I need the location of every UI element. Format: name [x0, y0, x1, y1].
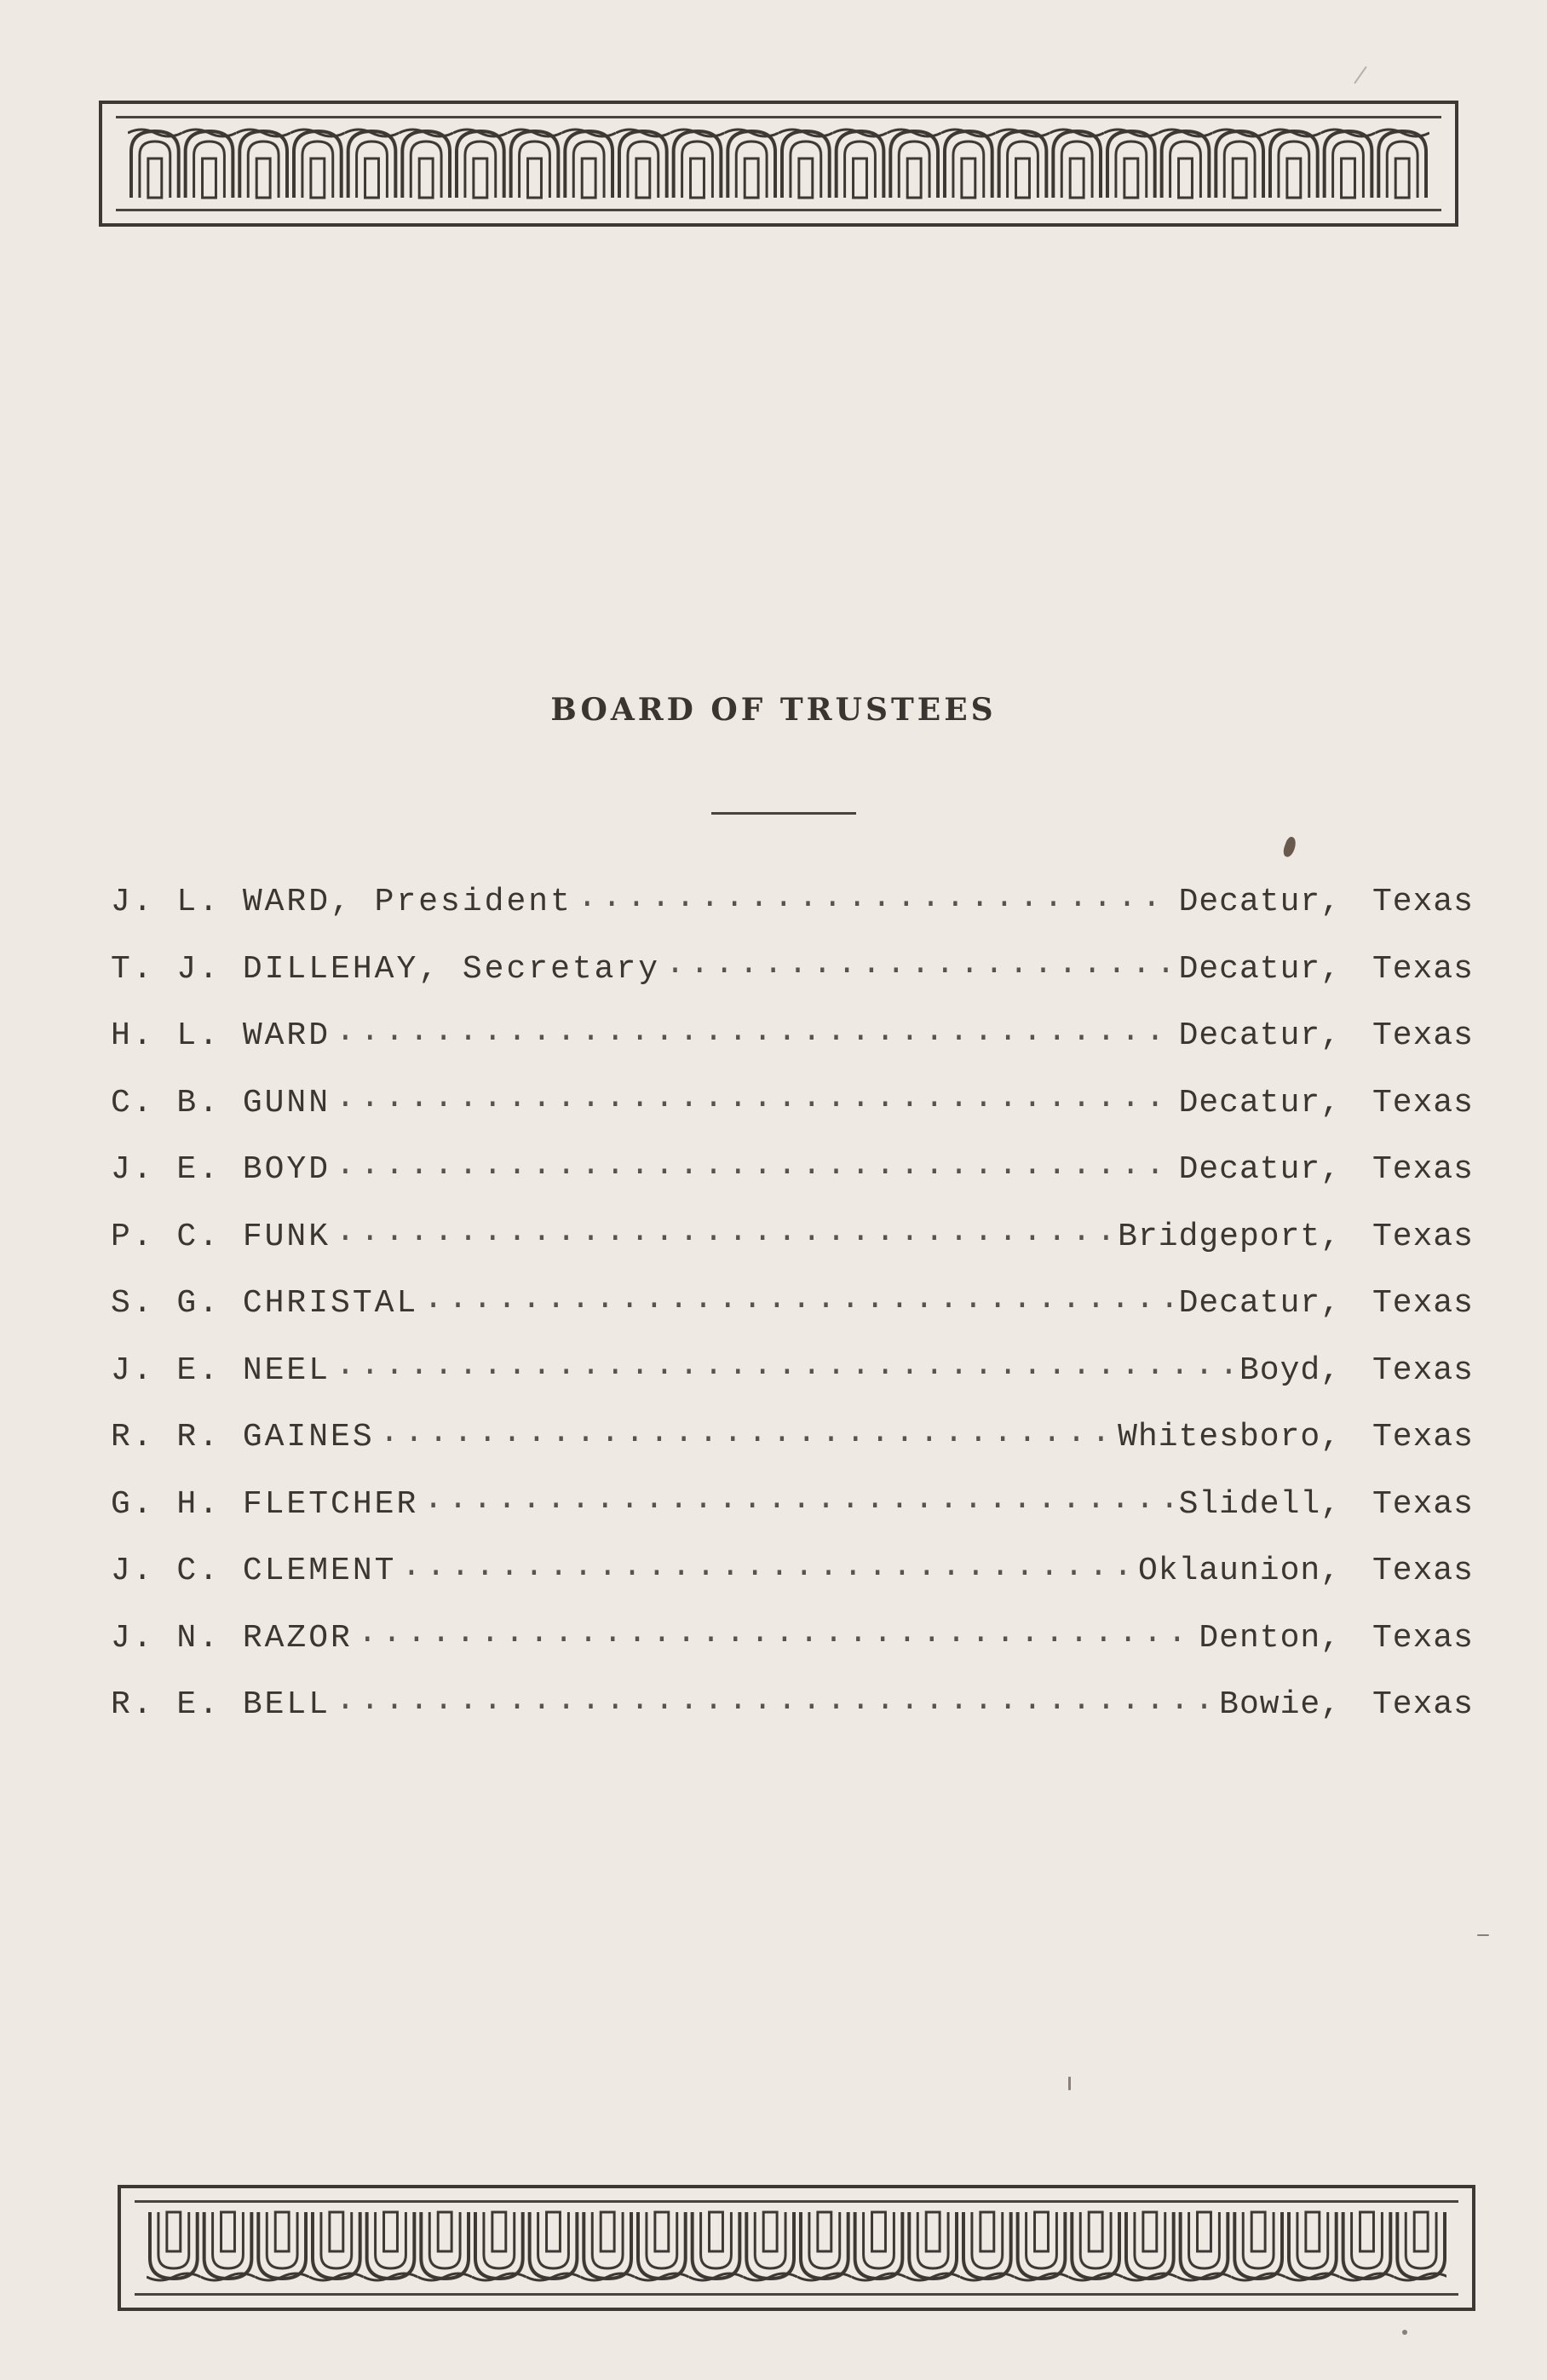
dot-leader [423, 1480, 1173, 1513]
trustee-city: Boyd, [1239, 1351, 1341, 1389]
trustee-city: Bowie, [1219, 1686, 1341, 1723]
trustee-row [111, 1614, 1474, 1681]
trustee-row [111, 945, 1474, 1012]
trustee-name: C. B. GUNN [111, 1084, 331, 1121]
dot-leader [336, 1011, 1174, 1044]
trustee-name: S. G. CHRISTAL [111, 1285, 419, 1322]
trustee-state: Texas [1372, 1619, 1474, 1657]
trustee-state: Texas [1372, 1419, 1474, 1455]
paper-speck [1068, 2077, 1071, 2090]
trustee-row [111, 1279, 1474, 1346]
trustee-city: Decatur, [1178, 1084, 1341, 1121]
top-border-inner-line [116, 116, 1441, 118]
trustee-row [111, 1011, 1474, 1079]
trustee-name: R. R. GAINES [111, 1419, 375, 1455]
dot-leader [665, 945, 1173, 977]
bottom-border-inner-line [135, 2293, 1458, 2296]
trustee-name: H. L. WARD [111, 1017, 331, 1054]
trustee-state: Texas [1372, 1017, 1474, 1054]
dot-leader [358, 1614, 1194, 1646]
trustee-row [111, 878, 1474, 945]
trustee-name: J. L. WARD, President [111, 884, 572, 920]
trustee-name: J. E. NEEL [111, 1351, 331, 1389]
page-title: BOARD OF TRUSTEES [550, 692, 997, 728]
trustee-name: R. E. BELL [111, 1686, 331, 1723]
trustee-name: J. E. BOYD [111, 1151, 331, 1188]
dot-leader [401, 1547, 1133, 1579]
paper-speck [1402, 2330, 1407, 2335]
trustee-state: Texas [1372, 884, 1474, 920]
trustee-name: G. H. FLETCHER [111, 1485, 419, 1523]
trustee-state: Texas [1372, 1218, 1474, 1255]
trustee-state: Texas [1372, 1485, 1474, 1523]
trustee-row [111, 1213, 1474, 1280]
dot-leader [336, 1079, 1174, 1111]
bottom-border-inner-line [135, 2200, 1458, 2203]
top-border-inner-line [116, 209, 1441, 211]
trustee-city: Oklaunion, [1137, 1553, 1341, 1589]
trustee-city: Bridgeport, [1118, 1218, 1341, 1255]
trustee-city: Denton, [1199, 1619, 1341, 1657]
trustee-row [111, 1413, 1474, 1480]
trustee-list [111, 878, 1474, 1748]
paper-speck [1477, 1934, 1489, 1936]
trustee-row [111, 1079, 1474, 1146]
dot-leader [336, 1346, 1234, 1379]
trustee-state: Texas [1372, 1285, 1474, 1322]
title-divider [711, 812, 856, 815]
trustee-row [111, 1480, 1474, 1547]
trustee-city: Decatur, [1178, 1285, 1341, 1322]
trustee-name: J. C. CLEMENT [111, 1553, 397, 1589]
trustee-state: Texas [1372, 950, 1474, 988]
trustee-city: Slidell, [1178, 1485, 1341, 1523]
trustee-city: Decatur, [1178, 1151, 1341, 1188]
trustee-state: Texas [1372, 1084, 1474, 1121]
trustee-name: P. C. FUNK [111, 1218, 331, 1255]
trustee-name: T. J. DILLEHAY, Secretary [111, 950, 661, 988]
trustee-state: Texas [1372, 1151, 1474, 1188]
trustee-city: Decatur, [1178, 884, 1341, 920]
trustee-state: Texas [1372, 1351, 1474, 1389]
dot-leader [578, 878, 1174, 910]
trustee-row [111, 1346, 1474, 1414]
dot-leader [380, 1413, 1113, 1445]
page-edge-mark [1354, 66, 1366, 84]
trustee-city: Whitesboro, [1118, 1419, 1341, 1455]
trustee-row [111, 1680, 1474, 1748]
dot-leader [336, 1145, 1174, 1178]
trustee-city: Decatur, [1178, 1017, 1341, 1054]
bottom-ornamental-border [118, 2185, 1475, 2311]
bottom-ornament-pattern [147, 2209, 1446, 2285]
dot-leader [336, 1213, 1113, 1245]
dot-leader [336, 1680, 1214, 1713]
trustee-name: J. N. RAZOR [111, 1619, 353, 1657]
trustee-state: Texas [1372, 1686, 1474, 1723]
trustee-row [111, 1547, 1474, 1614]
ink-smudge [1281, 836, 1297, 859]
top-ornament-pattern [128, 124, 1429, 201]
dot-leader [423, 1279, 1173, 1311]
trustee-state: Texas [1372, 1553, 1474, 1589]
trustee-city: Decatur, [1178, 950, 1341, 988]
top-ornamental-border [99, 101, 1458, 227]
trustee-row [111, 1145, 1474, 1213]
